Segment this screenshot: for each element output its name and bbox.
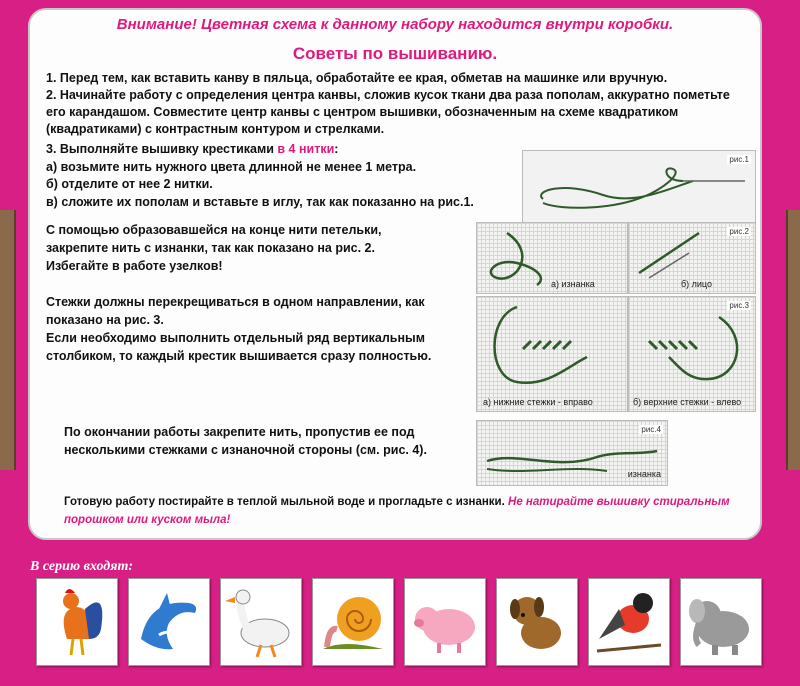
step-2-line3: (квадратиками) с контрастным контуром и стрелками. <box>46 122 385 136</box>
dolphin-icon <box>129 579 209 665</box>
series-dolphin <box>128 578 210 666</box>
step-3-colon: : <box>334 142 339 156</box>
figure-3b-caption: б) верхние стежки - влево <box>633 397 742 407</box>
step-3c: в) сложите их пополам и вставьте в иглу, так как показанно на рис.1. <box>46 195 474 209</box>
step-1: 1. Перед тем, как вставить канву в пяльца, обработайте ее края, обметав на машинке или вручную. <box>46 71 668 85</box>
cross-line4: столбиком, то каждый крестик вышивается сразу полностью. <box>46 349 432 363</box>
rooster-icon <box>37 579 117 665</box>
figure-2a-caption: а) изнанка <box>551 279 595 289</box>
figure-4 <box>476 420 668 486</box>
series-elephant <box>680 578 762 666</box>
figure-2b <box>628 222 756 294</box>
loop-line2: закрепите нить с изнанки, так как показано на рис. 2. <box>46 241 375 255</box>
wash-warning-1: Не натирайте вышивку стиральным <box>508 496 730 508</box>
figure-3a-caption: а) нижние стежки - вправо <box>483 397 593 407</box>
puppy-icon <box>497 579 577 665</box>
series-title: В серию входят: <box>30 559 134 574</box>
figure-3a <box>476 296 628 412</box>
series-piglet <box>404 578 486 666</box>
cross-line3: Если необходимо выполнить отдельный ряд вертикальным <box>46 331 425 345</box>
figure-4-caption: изнанка <box>627 469 661 479</box>
end-line1: По окончании работы закрепите нить, пропустив ее под <box>64 425 415 439</box>
instructions-card <box>28 8 762 540</box>
figure-3-label: рис.3 <box>729 301 749 310</box>
series-puppy <box>496 578 578 666</box>
figure-1-label: рис.1 <box>729 155 749 164</box>
step-3 <box>46 141 338 158</box>
step-2-line2: его карандашом. Совместите центр канвы с центром вышивки, обозначенным на схеме квадратиком <box>46 105 679 119</box>
step-3-highlight: в 4 нитки <box>277 142 335 156</box>
wash-warning-2: порошком или куском мыла! <box>64 514 231 526</box>
goose-icon <box>221 579 301 665</box>
figure-4-label: рис.4 <box>641 425 661 434</box>
loop-line3: Избегайте в работе узелков! <box>46 259 223 273</box>
figure-1 <box>522 150 756 224</box>
figure-2a <box>476 222 628 294</box>
end-line2: несколькими стежками с изнаночной стороны (см. рис. 4). <box>64 443 427 457</box>
bullfinch-icon <box>589 579 669 665</box>
box-edge-right <box>786 210 800 470</box>
step-3b: б) отделите от нее 2 нитки. <box>46 177 213 191</box>
step-2-line1: 2. Начинайте работу с определения центра канвы, сложив кусок ткани два раза пополам, аккуратно пометьте <box>46 88 730 102</box>
elephant-icon <box>681 579 761 665</box>
series-goose <box>220 578 302 666</box>
loop-line1: С помощью образовавшейся на конце нити петельки, <box>46 223 382 237</box>
needle-thread-illustration <box>523 151 755 223</box>
series-bullfinch <box>588 578 670 666</box>
figure-2-label: рис.2 <box>729 227 749 236</box>
piglet-icon <box>405 579 485 665</box>
snail-icon <box>313 579 393 665</box>
figure-3b <box>628 296 756 412</box>
series-snail <box>312 578 394 666</box>
wash-line1 <box>64 494 730 511</box>
figure-2b-caption: б) лицо <box>681 279 712 289</box>
notice: Внимание! Цветная схема к данному набору находится внутри коробки. <box>116 16 674 33</box>
top-stitches-illustration <box>629 297 755 411</box>
cross-line1: Стежки должны перекрещиваться в одном направлении, как <box>46 295 425 309</box>
series-rooster <box>36 578 118 666</box>
step-3a: а) возьмите нить нужного цвета длинной не менее 1 метра. <box>46 160 417 174</box>
title: Советы по вышиванию. <box>292 44 498 63</box>
bottom-stitches-illustration <box>477 297 627 411</box>
cross-line2: показано на рис. 3. <box>46 313 164 327</box>
step-3-prefix: 3. Выполняйте вышивку крестиками <box>46 142 278 156</box>
box-edge-left <box>0 210 16 470</box>
wash-text: Готовую работу постирайте в теплой мыльной воде и прогладьте с изнанки. <box>64 496 509 508</box>
